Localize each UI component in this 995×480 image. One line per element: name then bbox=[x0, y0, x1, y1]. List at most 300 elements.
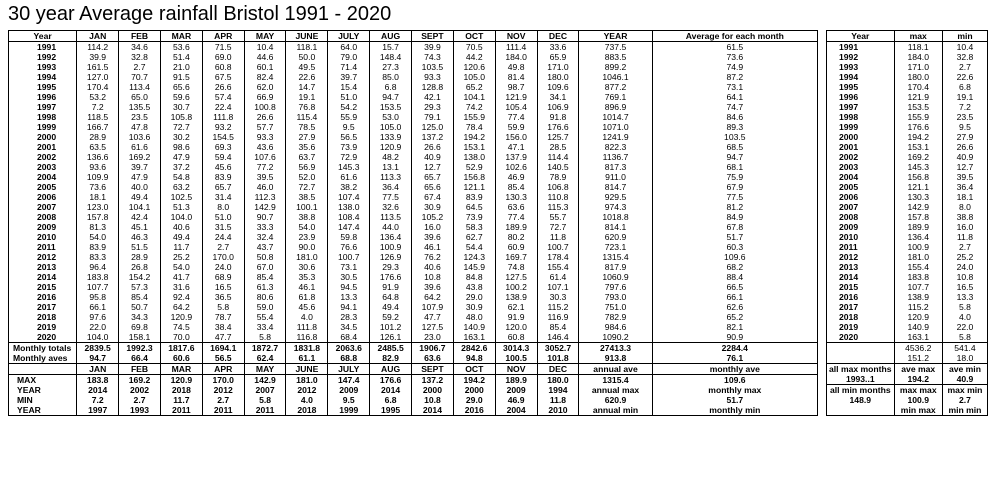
value-cell: 51.0 bbox=[202, 212, 244, 222]
summary-cell: 189.9 bbox=[495, 375, 537, 386]
max-year-row bbox=[9, 385, 818, 395]
summary-header-cell: DEC bbox=[537, 364, 579, 375]
value-cell: 171.0 bbox=[537, 62, 579, 72]
value-cell: 163.1 bbox=[453, 332, 495, 343]
value-cell: 14.7 bbox=[286, 82, 328, 92]
value-cell: 105.2 bbox=[412, 212, 454, 222]
value-cell: 1993..1 bbox=[827, 374, 895, 385]
table-row bbox=[827, 142, 988, 152]
year-cell: 2019 bbox=[9, 322, 77, 332]
year-cell: 2006 bbox=[9, 192, 77, 202]
value-cell: 148.9 bbox=[827, 395, 895, 405]
value-cell: 98.7 bbox=[495, 82, 537, 92]
value-cell: 94.1 bbox=[328, 302, 370, 312]
label-cell: ave max bbox=[894, 364, 942, 375]
summary-header-cell: MAR bbox=[160, 364, 202, 375]
value-cell: 59.8 bbox=[328, 232, 370, 242]
value-cell: 30.7 bbox=[160, 102, 202, 112]
value-cell: 2.7 bbox=[942, 242, 987, 252]
value-cell: 137.2 bbox=[412, 132, 454, 142]
value-cell: 120.0 bbox=[495, 322, 537, 332]
summary-cell: 1994 bbox=[537, 385, 579, 395]
summary-cell: 1995 bbox=[370, 405, 412, 416]
value-cell: 87.2 bbox=[652, 72, 817, 82]
year-cell: 1998 bbox=[827, 112, 895, 122]
table-row bbox=[9, 272, 818, 282]
value-cell: 64.1 bbox=[652, 92, 817, 102]
value-cell: 1315.4 bbox=[579, 252, 652, 262]
value-cell: 103.5 bbox=[412, 62, 454, 72]
value-cell: 54.0 bbox=[286, 222, 328, 232]
value-cell: 46.1 bbox=[286, 282, 328, 292]
column-header: Average for each month bbox=[652, 31, 817, 42]
value-cell: 140.9 bbox=[453, 322, 495, 332]
value-cell: 69.0 bbox=[202, 52, 244, 62]
value-cell: 148.4 bbox=[370, 52, 412, 62]
summary-cell: 29.0 bbox=[453, 395, 495, 405]
value-cell: 155.4 bbox=[537, 262, 579, 272]
value-cell: 7.2 bbox=[942, 102, 987, 112]
value-cell: 71.4 bbox=[328, 62, 370, 72]
empty-cell bbox=[827, 343, 895, 354]
value-cell: 85.4 bbox=[119, 292, 161, 302]
value-cell: 189.9 bbox=[495, 222, 537, 232]
total-cell: 541.4 bbox=[942, 343, 987, 354]
value-cell: 43.6 bbox=[244, 142, 286, 152]
value-cell: 59.6 bbox=[160, 92, 202, 102]
value-cell: 31.5 bbox=[202, 222, 244, 232]
value-cell: 33.6 bbox=[537, 42, 579, 53]
summary-cell: 2014 bbox=[370, 385, 412, 395]
value-cell: 136.4 bbox=[894, 232, 942, 242]
summary-header-cell: JAN bbox=[77, 364, 119, 375]
value-cell: 10.8 bbox=[412, 272, 454, 282]
value-cell: 5.8 bbox=[942, 302, 987, 312]
value-cell: 59.4 bbox=[202, 152, 244, 162]
value-cell: 145.3 bbox=[894, 162, 942, 172]
value-cell: 94.5 bbox=[328, 282, 370, 292]
value-cell: 32.4 bbox=[244, 232, 286, 242]
value-cell: 65.7 bbox=[412, 172, 454, 182]
table-row bbox=[9, 122, 818, 132]
value-cell: 169.2 bbox=[119, 152, 161, 162]
summary-cell: 2014 bbox=[412, 405, 454, 416]
value-cell: 73.1 bbox=[652, 82, 817, 92]
year-cell: 2003 bbox=[827, 162, 895, 172]
value-cell: 54.2 bbox=[328, 102, 370, 112]
value-cell: 78.9 bbox=[537, 172, 579, 182]
year-cell: 2001 bbox=[827, 142, 895, 152]
value-cell: 68.9 bbox=[202, 272, 244, 282]
value-cell: 91.9 bbox=[370, 282, 412, 292]
value-cell: 161.5 bbox=[77, 62, 119, 72]
value-cell: 142.9 bbox=[244, 202, 286, 212]
year-cell: 2002 bbox=[9, 152, 77, 162]
value-cell: 39.5 bbox=[942, 172, 987, 182]
value-cell: 145.3 bbox=[328, 162, 370, 172]
summary-cell: 11.7 bbox=[160, 395, 202, 405]
value-cell: 33.4 bbox=[244, 322, 286, 332]
value-cell: 53.0 bbox=[370, 112, 412, 122]
value-cell: 70.7 bbox=[119, 72, 161, 82]
value-cell: 26.6 bbox=[412, 142, 454, 152]
year-cell: 1995 bbox=[827, 82, 895, 92]
value-cell: 156.0 bbox=[495, 132, 537, 142]
summary-cell: 2011 bbox=[244, 405, 286, 416]
yearly-extremes-table bbox=[826, 30, 988, 416]
total-cell: 1906.7 bbox=[412, 343, 454, 354]
table-row bbox=[827, 132, 988, 142]
value-cell: 46.0 bbox=[244, 182, 286, 192]
value-cell: 2.7 bbox=[942, 395, 987, 405]
value-cell: 50.7 bbox=[119, 302, 161, 312]
summary-cell: 2018 bbox=[286, 405, 328, 416]
year-cell: 2018 bbox=[9, 312, 77, 322]
year-cell: 1993 bbox=[9, 62, 77, 72]
value-cell: 56.9 bbox=[286, 162, 328, 172]
summary-cell: 51.7 bbox=[652, 395, 817, 405]
year-cell: 2019 bbox=[827, 322, 895, 332]
value-cell: 2.7 bbox=[942, 62, 987, 72]
label-cell: max max bbox=[894, 385, 942, 396]
value-cell: 51.3 bbox=[160, 202, 202, 212]
value-cell: 194.2 bbox=[894, 374, 942, 385]
value-cell: 797.6 bbox=[579, 282, 652, 292]
value-cell: 96.4 bbox=[77, 262, 119, 272]
value-cell: 51.4 bbox=[160, 52, 202, 62]
value-cell: 121.9 bbox=[495, 92, 537, 102]
year-cell: 2020 bbox=[827, 332, 895, 343]
value-cell: 60.1 bbox=[244, 62, 286, 72]
value-cell: 100.9 bbox=[370, 242, 412, 252]
summary-cell: 183.8 bbox=[77, 375, 119, 386]
column-header: APR bbox=[202, 31, 244, 42]
value-cell: 70.5 bbox=[453, 42, 495, 53]
value-cell: 53.2 bbox=[77, 92, 119, 102]
value-cell: 95.8 bbox=[77, 292, 119, 302]
value-cell: 92.4 bbox=[160, 292, 202, 302]
value-cell: 65.2 bbox=[453, 82, 495, 92]
total-cell: 2063.6 bbox=[328, 343, 370, 354]
value-cell: 49.8 bbox=[495, 62, 537, 72]
value-cell: 896.9 bbox=[579, 102, 652, 112]
label-cell: min min bbox=[942, 405, 987, 416]
value-cell: 11.7 bbox=[160, 242, 202, 252]
value-cell: 11.8 bbox=[537, 232, 579, 242]
rainfall-table bbox=[8, 30, 818, 416]
value-cell: 91.9 bbox=[495, 312, 537, 322]
summary-cell: 2012 bbox=[286, 385, 328, 395]
value-cell: 121.9 bbox=[894, 92, 942, 102]
table-row bbox=[827, 212, 988, 222]
value-cell: 136.4 bbox=[370, 232, 412, 242]
row-label: all max months bbox=[827, 364, 895, 375]
value-cell: 82.4 bbox=[244, 72, 286, 82]
value-cell: 55.7 bbox=[537, 212, 579, 222]
value-cell: 145.9 bbox=[453, 262, 495, 272]
table-row bbox=[827, 302, 988, 312]
value-cell: 36.4 bbox=[942, 182, 987, 192]
value-cell: 23.5 bbox=[942, 112, 987, 122]
table-row bbox=[827, 272, 988, 282]
summary-cell: 1999 bbox=[328, 405, 370, 416]
max-row bbox=[9, 375, 818, 386]
summary-header-cell bbox=[9, 364, 77, 375]
row-label: YEAR bbox=[9, 385, 77, 395]
column-header: MAR bbox=[160, 31, 202, 42]
value-cell: 138.9 bbox=[495, 292, 537, 302]
value-cell: 72.9 bbox=[328, 152, 370, 162]
value-cell: 16.5 bbox=[202, 282, 244, 292]
value-cell: 38.4 bbox=[202, 322, 244, 332]
column-header: Year bbox=[827, 31, 895, 42]
value-cell: 67.8 bbox=[652, 222, 817, 232]
value-cell: 30.9 bbox=[412, 202, 454, 212]
value-cell: 620.9 bbox=[579, 232, 652, 242]
value-cell: 184.0 bbox=[495, 52, 537, 62]
average-cell: 94.7 bbox=[77, 353, 119, 364]
value-cell: 111.4 bbox=[495, 42, 537, 53]
year-cell: 1991 bbox=[9, 42, 77, 53]
value-cell: 817.9 bbox=[579, 262, 652, 272]
value-cell: 93.2 bbox=[202, 122, 244, 132]
value-cell: 166.7 bbox=[77, 122, 119, 132]
value-cell: 817.3 bbox=[579, 162, 652, 172]
summary-cell: 2010 bbox=[537, 405, 579, 416]
value-cell: 77.4 bbox=[495, 212, 537, 222]
value-cell: 176.6 bbox=[370, 272, 412, 282]
table-row bbox=[827, 182, 988, 192]
value-cell: 28.5 bbox=[537, 142, 579, 152]
value-cell: 64.8 bbox=[370, 292, 412, 302]
side-averages-row bbox=[827, 353, 988, 364]
year-cell: 2016 bbox=[9, 292, 77, 302]
value-cell: 169.7 bbox=[495, 252, 537, 262]
value-cell: 100.1 bbox=[286, 202, 328, 212]
table-row bbox=[827, 202, 988, 212]
value-cell: 62.1 bbox=[495, 302, 537, 312]
value-cell: 877.2 bbox=[579, 82, 652, 92]
averages-row bbox=[9, 353, 818, 364]
value-cell: 1018.8 bbox=[579, 212, 652, 222]
table-row bbox=[827, 282, 988, 292]
value-cell: 62.7 bbox=[453, 232, 495, 242]
table-row bbox=[827, 222, 988, 232]
value-cell: 1071.0 bbox=[579, 122, 652, 132]
summary-cell: 120.9 bbox=[160, 375, 202, 386]
value-cell: 81.3 bbox=[77, 222, 119, 232]
value-cell: 21.0 bbox=[160, 62, 202, 72]
column-header: Year bbox=[9, 31, 77, 42]
table-row bbox=[827, 72, 988, 82]
value-cell: 38.8 bbox=[942, 212, 987, 222]
value-cell: 39.7 bbox=[119, 162, 161, 172]
average-cell: 62.4 bbox=[244, 353, 286, 364]
value-cell: 82.1 bbox=[652, 322, 817, 332]
value-cell: 115.4 bbox=[286, 112, 328, 122]
value-cell: 16.5 bbox=[942, 282, 987, 292]
value-cell: 54.0 bbox=[160, 262, 202, 272]
value-cell: 118.1 bbox=[286, 42, 328, 53]
year-cell: 2013 bbox=[827, 262, 895, 272]
year-cell: 1992 bbox=[9, 52, 77, 62]
column-header: YEAR bbox=[579, 31, 652, 42]
table-row bbox=[827, 292, 988, 302]
year-cell: 2015 bbox=[827, 282, 895, 292]
value-cell: 153.5 bbox=[894, 102, 942, 112]
value-cell: 10.4 bbox=[244, 42, 286, 53]
value-cell: 26.6 bbox=[202, 82, 244, 92]
value-cell: 106.8 bbox=[537, 182, 579, 192]
value-cell: 71.5 bbox=[202, 42, 244, 53]
table-row bbox=[9, 242, 818, 252]
value-cell: 1046.1 bbox=[579, 72, 652, 82]
value-cell: 52.0 bbox=[286, 172, 328, 182]
value-cell: 66.1 bbox=[77, 302, 119, 312]
value-cell: 4.0 bbox=[942, 312, 987, 322]
value-cell: 814.1 bbox=[579, 222, 652, 232]
summary-cell: 147.4 bbox=[328, 375, 370, 386]
value-cell: 77.4 bbox=[495, 112, 537, 122]
min-labels-row bbox=[827, 405, 988, 416]
average-cell: 76.1 bbox=[652, 353, 817, 364]
value-cell: 47.9 bbox=[160, 152, 202, 162]
value-cell: 153.5 bbox=[370, 102, 412, 112]
value-cell: 135.5 bbox=[119, 102, 161, 112]
year-cell: 1994 bbox=[827, 72, 895, 82]
value-cell: 158.1 bbox=[119, 332, 161, 343]
value-cell: 769.1 bbox=[579, 92, 652, 102]
value-cell: 113.5 bbox=[370, 212, 412, 222]
value-cell: 126.9 bbox=[370, 252, 412, 262]
summary-cell: 2011 bbox=[202, 405, 244, 416]
value-cell: 61.8 bbox=[286, 292, 328, 302]
value-cell: 65.7 bbox=[202, 182, 244, 192]
year-cell: 2008 bbox=[9, 212, 77, 222]
value-cell: 37.2 bbox=[160, 162, 202, 172]
value-cell: 22.0 bbox=[77, 322, 119, 332]
year-cell: 2010 bbox=[827, 232, 895, 242]
summary-cell: 7.2 bbox=[77, 395, 119, 405]
summary-cell: 2000 bbox=[453, 385, 495, 395]
value-cell: 40.9 bbox=[942, 374, 987, 385]
summary-header-cell: annual ave bbox=[579, 364, 652, 375]
row-label: Monthly totals bbox=[9, 343, 77, 354]
value-cell: 40.6 bbox=[160, 222, 202, 232]
table-row bbox=[9, 102, 818, 112]
value-cell: 33.3 bbox=[244, 222, 286, 232]
value-cell: 32.6 bbox=[370, 202, 412, 212]
value-cell: 170.4 bbox=[894, 82, 942, 92]
value-cell: 153.1 bbox=[453, 142, 495, 152]
table-row bbox=[9, 312, 818, 322]
value-cell: 133.9 bbox=[370, 132, 412, 142]
value-cell: 13.1 bbox=[370, 162, 412, 172]
value-cell: 181.0 bbox=[894, 252, 942, 262]
year-cell: 2014 bbox=[827, 272, 895, 282]
row-label: MIN bbox=[9, 395, 77, 405]
all-min-header-row bbox=[827, 385, 988, 396]
column-header: OCT bbox=[453, 31, 495, 42]
table-row bbox=[9, 292, 818, 302]
all-min-values-row bbox=[827, 395, 988, 405]
value-cell: 15.7 bbox=[370, 42, 412, 53]
year-cell: 1996 bbox=[9, 92, 77, 102]
value-cell: 104.0 bbox=[77, 332, 119, 343]
value-cell: 19.1 bbox=[942, 92, 987, 102]
value-cell: 103.5 bbox=[652, 132, 817, 142]
value-cell: 24.4 bbox=[202, 232, 244, 242]
value-cell: 16.0 bbox=[942, 222, 987, 232]
table-row bbox=[827, 92, 988, 102]
value-cell: 34.5 bbox=[328, 322, 370, 332]
value-cell: 45.6 bbox=[202, 162, 244, 172]
year-cell: 2007 bbox=[827, 202, 895, 212]
value-cell: 112.3 bbox=[244, 192, 286, 202]
value-cell: 105.0 bbox=[453, 72, 495, 82]
value-cell: 91.5 bbox=[160, 72, 202, 82]
year-cell: 2005 bbox=[9, 182, 77, 192]
value-cell: 911.0 bbox=[579, 172, 652, 182]
value-cell: 83.3 bbox=[77, 252, 119, 262]
value-cell: 51.7 bbox=[652, 232, 817, 242]
value-cell: 49.5 bbox=[286, 62, 328, 72]
value-cell: 189.9 bbox=[894, 222, 942, 232]
summary-header-cell: NOV bbox=[495, 364, 537, 375]
year-cell: 2011 bbox=[827, 242, 895, 252]
summary-header-cell: SEPT bbox=[412, 364, 454, 375]
sheet-title: 30 year Average rainfall Bristol 1991 - 2020 bbox=[8, 3, 392, 25]
row-label: MAX bbox=[9, 375, 77, 386]
summary-cell: 620.9 bbox=[579, 395, 652, 405]
value-cell: 100.7 bbox=[328, 252, 370, 262]
value-cell: 183.8 bbox=[894, 272, 942, 282]
value-cell: 53.6 bbox=[160, 42, 202, 53]
table-row bbox=[9, 322, 818, 332]
value-cell: 30.9 bbox=[453, 302, 495, 312]
value-cell: 73.6 bbox=[77, 182, 119, 192]
value-cell: 34.3 bbox=[119, 312, 161, 322]
label-cell: min max bbox=[894, 405, 942, 416]
value-cell: 109.6 bbox=[652, 252, 817, 262]
summary-cell: 1993 bbox=[119, 405, 161, 416]
year-cell: 2020 bbox=[9, 332, 77, 343]
value-cell: 90.9 bbox=[652, 332, 817, 343]
value-cell: 25.2 bbox=[942, 252, 987, 262]
value-cell: 155.9 bbox=[453, 112, 495, 122]
value-cell: 74.8 bbox=[495, 262, 537, 272]
value-cell: 68.5 bbox=[652, 142, 817, 152]
value-cell: 156.8 bbox=[453, 172, 495, 182]
value-cell: 107.1 bbox=[537, 282, 579, 292]
summary-cell: 2.7 bbox=[119, 395, 161, 405]
row-label: all min months bbox=[827, 385, 895, 396]
value-cell: 31.6 bbox=[160, 282, 202, 292]
value-cell: 109.6 bbox=[537, 82, 579, 92]
value-cell: 1060.9 bbox=[579, 272, 652, 282]
year-cell: 1998 bbox=[9, 112, 77, 122]
value-cell: 66.1 bbox=[652, 292, 817, 302]
value-cell: 74.3 bbox=[412, 52, 454, 62]
value-cell: 62.0 bbox=[244, 82, 286, 92]
value-cell: 723.1 bbox=[579, 242, 652, 252]
summary-cell: 9.5 bbox=[328, 395, 370, 405]
value-cell: 157.8 bbox=[77, 212, 119, 222]
value-cell: 22.6 bbox=[286, 72, 328, 82]
table-row bbox=[9, 52, 818, 62]
summary-cell: 2004 bbox=[495, 405, 537, 416]
year-cell: 1991 bbox=[827, 42, 895, 53]
